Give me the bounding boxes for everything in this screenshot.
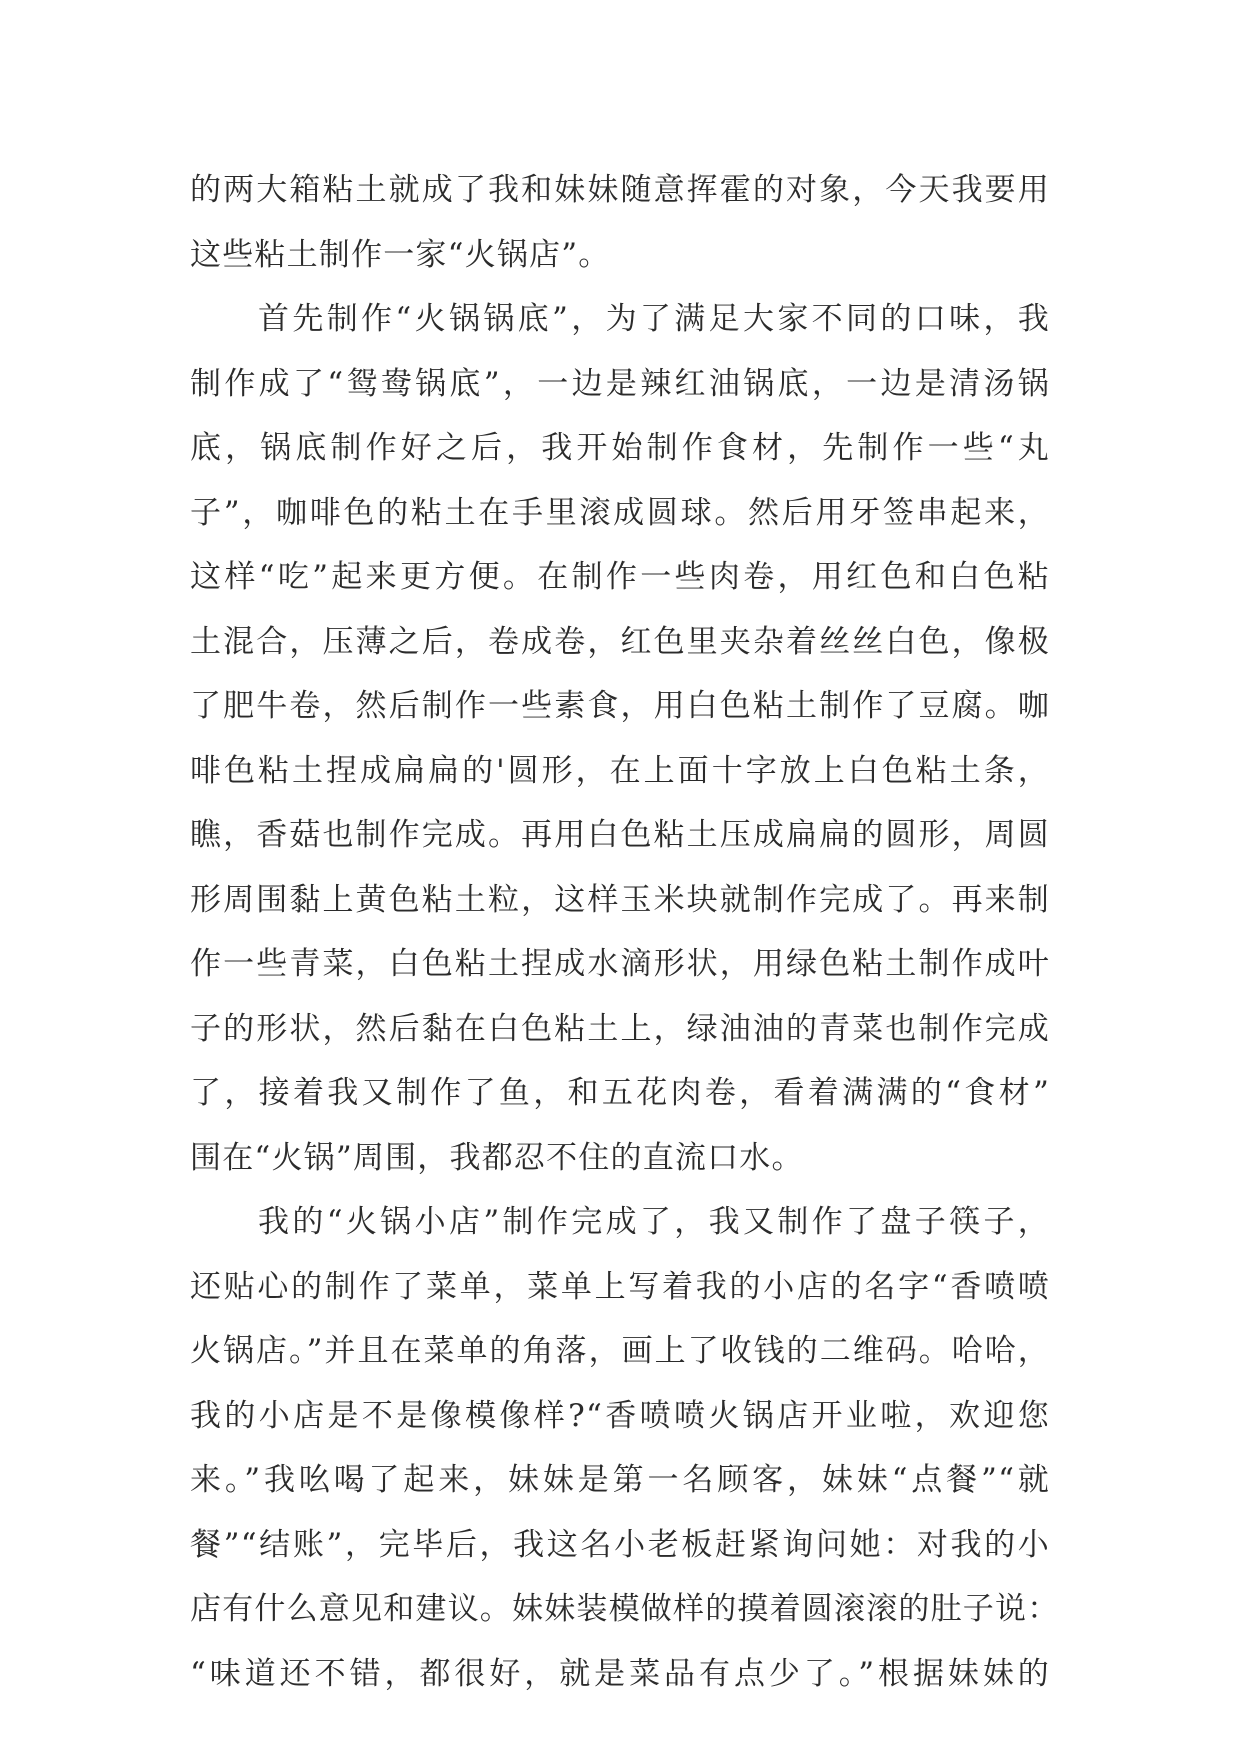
text-line: 的两大箱粘土就成了我和妹妹随意挥霍的对象，今天我要用: [190, 172, 1050, 208]
essay-body: [190, 158, 1060, 1706]
text-line: 作一些青菜，白色粘土捏成水滴形状，用绿色粘土制作成叶: [190, 946, 1050, 982]
text-line: 底，锅底制作好之后，我开始制作食材，先制作一些“丸: [190, 430, 1050, 466]
text-line: 来。”我吆喝了起来，妹妹是第一名顾客，妹妹“点餐”“就: [190, 1462, 1050, 1498]
paragraph-3: [190, 1190, 1060, 1706]
paragraph-1: [190, 158, 1050, 287]
text-line: 子的形状，然后黏在白色粘土上，绿油油的青菜也制作完成: [190, 1010, 1050, 1047]
text-line: 围在“火锅”周围，我都忍不住的直流口水。: [190, 1139, 804, 1176]
text-line: 我的小店是不是像模像样?“香喷喷火锅店开业啦，欢迎您: [190, 1397, 1050, 1434]
text-line: 火锅店。”并且在菜单的角落，画上了收钱的二维码。哈哈，: [190, 1333, 1050, 1369]
text-line: 还贴心的制作了菜单，菜单上写着我的小店的名字“香喷喷: [190, 1268, 1050, 1305]
text-line: “味道还不错，都很好，就是菜品有点少了。”根据妹妹的: [190, 1655, 1050, 1692]
text-line: 瞧，香菇也制作完成。再用白色粘土压成扁扁的圆形，周圆: [190, 817, 1050, 853]
text-line: 这些粘土制作一家“火锅店”。: [190, 236, 611, 273]
text-line: 形周围黏上黄色粘土粒，这样玉米块就制作完成了。再来制: [190, 881, 1050, 918]
paragraph-2: [190, 287, 1050, 1190]
text-line: 制作成了“鸳鸯锅底”，一边是辣红油锅底，一边是清汤锅: [190, 365, 1050, 402]
text-line: 餐”“结账”，完毕后，我这名小老板赶紧询问她：对我的小: [190, 1526, 1050, 1563]
text-line: 了，接着我又制作了鱼，和五花肉卷，看着满满的“食材”: [190, 1075, 1050, 1111]
text-line: 我的“火锅小店”制作完成了，我又制作了盘子筷子，: [258, 1204, 1050, 1240]
text-line: 这样“吃”起来更方便。在制作一些肉卷，用红色和白色粘: [190, 559, 1050, 595]
text-line: 啡色粘土捏成扁扁的'圆形，在上面十字放上白色粘土条，: [190, 752, 1050, 789]
text-line: 子”，咖啡色的粘土在手里滚成圆球。然后用牙签串起来，: [190, 494, 1050, 531]
text-line: 店有什么意见和建议。妹妹装模做样的摸着圆滚滚的肚子说：: [190, 1591, 1060, 1627]
text-line: 首先制作“火锅锅底”，为了满足大家不同的口味，我: [258, 301, 1050, 337]
text-line: 了肥牛卷，然后制作一些素食，用白色粘土制作了豆腐。咖: [190, 688, 1050, 724]
text-line: 土混合，压薄之后，卷成卷，红色里夹杂着丝丝白色，像极: [190, 623, 1050, 660]
